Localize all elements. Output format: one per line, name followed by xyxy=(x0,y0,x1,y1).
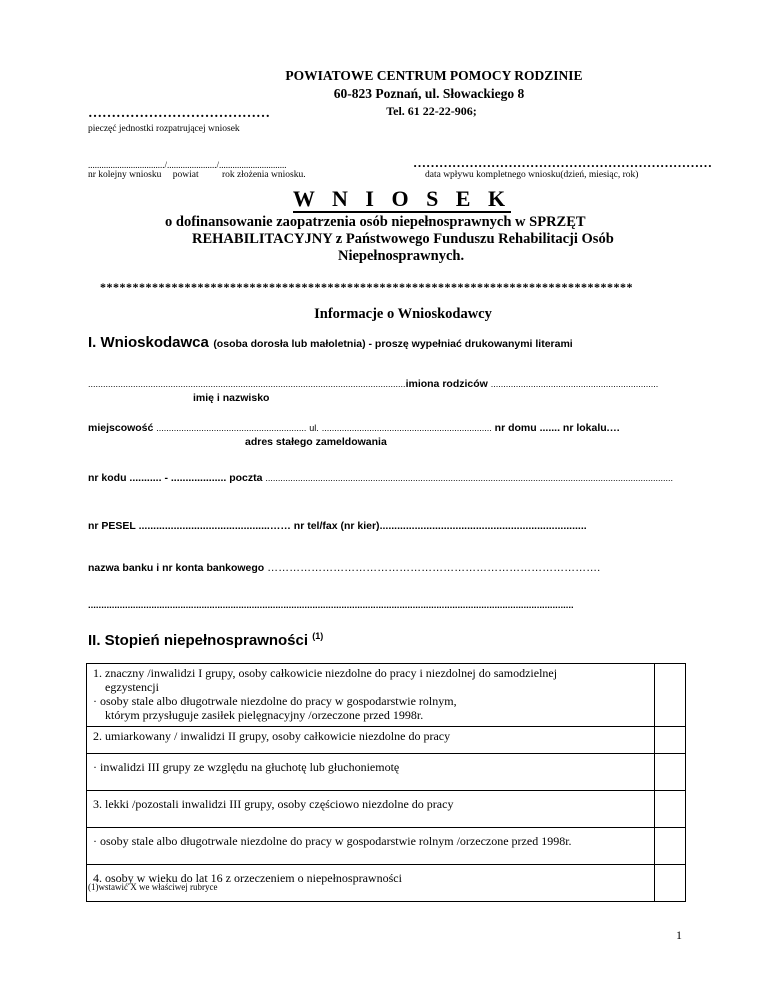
disability-description xyxy=(87,791,655,828)
checkbox-cell[interactable] xyxy=(655,754,686,791)
checkbox-cell[interactable] xyxy=(655,791,686,828)
disability-description: 2. umiarkowany / inwalidzi II grupy, osoby całkowicie niezdolne do pracy xyxy=(87,727,655,754)
tel-label: nr tel/fax (nr kier) xyxy=(293,520,380,532)
postcode-row xyxy=(88,472,673,484)
separator-stars: ********************************************************************************** xyxy=(100,280,633,294)
row-text-cont: egzystencji xyxy=(105,680,159,694)
pesel-label: nr PESEL xyxy=(88,520,136,532)
subtitle-line-1: o dofinansowanie zaopatrzenia osób niepełnosprawnych w SPRZĘT xyxy=(165,214,586,230)
title-text: W N I O S E K xyxy=(292,186,512,211)
bank-input[interactable]: ………………………………………………………………………………. xyxy=(267,562,601,574)
row-text: 4. osoby w wieku do lat 16 z orzeczeniem o niepełnosprawności xyxy=(93,871,402,885)
subtitle-line-3: Niepełnosprawnych. xyxy=(338,248,465,264)
reg-district-label: powiat xyxy=(172,170,199,180)
table-row xyxy=(87,664,686,727)
address-row xyxy=(88,422,620,434)
flat-label: nr lokalu. xyxy=(562,422,610,434)
stamp-field[interactable]: ………………………………… xyxy=(88,106,270,121)
org-address: 60-823 Poznań, ul. Słowackiego 8 xyxy=(333,86,525,101)
name-label: imię i nazwisko xyxy=(193,392,270,404)
postcode-input-1[interactable]: ........... xyxy=(129,472,162,484)
document-title xyxy=(0,186,768,212)
receipt-date-label: data wpływu kompletnego wniosku(dzień, miesiąc, rok) xyxy=(425,170,639,180)
section-1-title: I. Wnioskodawca xyxy=(88,334,209,351)
pesel-input[interactable]: .............................................…… xyxy=(138,520,291,532)
bank-input-continued[interactable]: ........................................................................................................................................................................................ xyxy=(88,600,574,611)
section-1-heading xyxy=(88,334,573,352)
disability-table xyxy=(86,663,686,902)
section-2-title: II. Stopień niepełnosprawności xyxy=(88,632,309,649)
disability-description xyxy=(87,828,655,865)
table-row xyxy=(87,791,686,828)
disability-description xyxy=(87,664,655,727)
document-subtitle xyxy=(150,214,690,265)
subtitle-line-2: REHABILITACYJNY z Państwowego Funduszu Rehabilitacji Osób xyxy=(192,231,614,247)
org-phone: Tel. 61 22-22-906; xyxy=(386,104,477,118)
street-input[interactable]: .................................................................... xyxy=(321,423,492,433)
checkbox-cell[interactable] xyxy=(655,828,686,865)
row-text: · osoby stale albo długotrwale niezdolne do pracy w gospodarstwie rolnym /orzeczone przed 1998r. xyxy=(93,834,572,848)
table-row xyxy=(87,727,686,754)
receipt-date-field[interactable]: …………………………………………………………… xyxy=(413,155,712,170)
house-label: nr domu xyxy=(494,422,537,434)
section-1-note: (osoba dorosła lub małoletnia) - proszę wypełniać drukowanymi literami xyxy=(213,338,573,350)
city-label: miejscowość xyxy=(88,422,154,434)
checkbox-cell[interactable] xyxy=(655,727,686,754)
org-name: POWIATOWE CENTRUM POMOCY RODZINIE xyxy=(285,68,583,83)
flat-input[interactable]: … xyxy=(609,422,621,434)
post-label: poczta xyxy=(229,472,263,484)
address-label: adres stałego zameldowania xyxy=(245,436,387,448)
street-label: ul. xyxy=(309,423,319,433)
stamp-label: pieczęć jednostki rozpatrującej wniosek xyxy=(88,124,240,134)
post-input[interactable]: ................................................................................................................................................................... xyxy=(265,473,673,483)
name-row xyxy=(88,378,658,390)
postcode-separator: - xyxy=(164,472,168,484)
row-text-extra: · osoby stale albo długotrwale niezdolne do pracy w gospodarstwie rolnym, xyxy=(93,694,457,708)
pesel-row xyxy=(88,520,587,532)
name-input[interactable]: ............................................................................................................................... xyxy=(88,379,406,389)
parents-input[interactable]: ................................................................... xyxy=(490,379,659,389)
bank-label: nazwa banku i nr konta bankowego xyxy=(88,562,265,574)
checkbox-cell[interactable] xyxy=(655,664,686,727)
row-text: 1. znaczny /inwalidzi I grupy, osoby całkowicie niezdolne do pracy i niezdolnej do samodzielnej xyxy=(93,666,558,680)
row-text: · inwalidzi III grupy ze względu na głuchotę lub głuchoniemotę xyxy=(93,760,400,774)
registration-field[interactable]: ................................../....................../.............................. xyxy=(88,160,287,170)
postcode-label: nr kodu xyxy=(88,472,127,484)
tel-input[interactable]: ....................................................................... xyxy=(379,520,587,532)
bank-row xyxy=(88,562,600,574)
disability-description xyxy=(87,754,655,791)
checkbox-cell[interactable] xyxy=(655,865,686,902)
house-input[interactable]: ....... xyxy=(539,422,560,434)
table-row xyxy=(87,754,686,791)
city-input[interactable]: ............................................................ xyxy=(156,423,307,433)
section-2-heading xyxy=(88,631,323,649)
page-number: 1 xyxy=(676,928,682,942)
footnote-ref: (1) xyxy=(312,631,324,641)
reg-year-label: rok złożenia wniosku. xyxy=(221,170,306,180)
info-heading: Informacje o Wnioskodawcy xyxy=(314,306,492,322)
reg-number-label: nr kolejny wniosku xyxy=(88,170,162,180)
parents-label: imiona rodziców xyxy=(405,378,488,390)
table-row xyxy=(87,828,686,865)
registration-labels xyxy=(88,170,315,180)
row-text: 3. lekki /pozostali inwalidzi III grupy, osoby częściowo niezdolne do pracy xyxy=(93,797,454,811)
row-text-extra2: którym przysługuje zasiłek pielęgnacyjny /orzeczone przed 1998r. xyxy=(105,708,424,722)
footnote: (1)wstawić X we właściwej rubryce xyxy=(88,882,218,892)
postcode-input-2[interactable]: ................... xyxy=(170,472,227,484)
